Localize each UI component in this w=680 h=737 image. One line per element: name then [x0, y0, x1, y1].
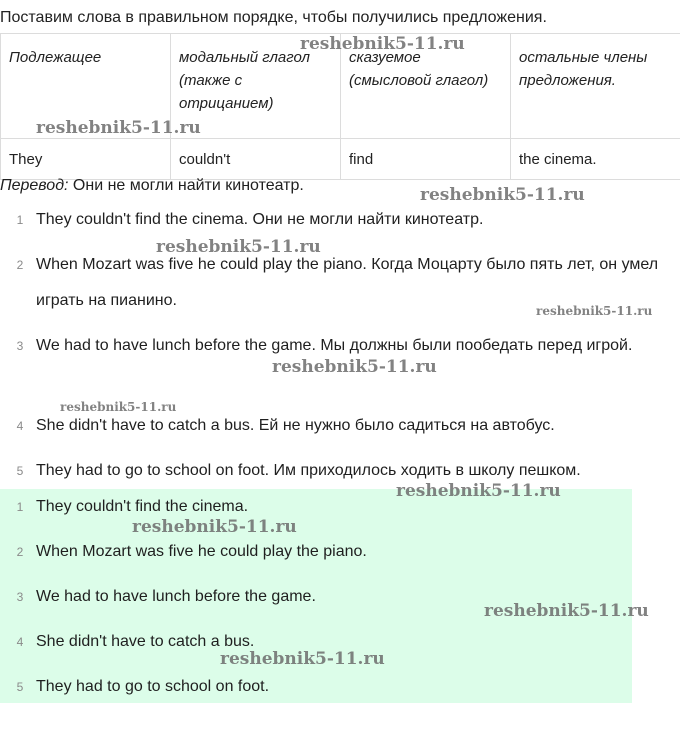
- watermark: reshebnik5-11.ru: [420, 185, 585, 205]
- item-number: 4: [16, 635, 24, 649]
- cell-other-members: the cinema.: [511, 139, 680, 180]
- translation-text: Они не могли найти кинотеатр.: [68, 177, 304, 194]
- item-text: When Mozart was five he could play the piano.: [36, 543, 367, 560]
- translation: [0, 176, 304, 196]
- item-number: 3: [16, 590, 24, 604]
- header-modal-verb: модальный глагол (также с отрицанием): [171, 34, 341, 139]
- watermark: reshebnik5-11.ru: [132, 517, 297, 537]
- header-subject: Подлежащее: [1, 34, 171, 139]
- item-text: When Mozart was five he could play the piano. Когда Моцарту было пять лет, он умел играть на пианино.: [36, 256, 659, 309]
- watermark: reshebnik5-11.ru: [484, 601, 649, 621]
- item-number: 5: [16, 680, 24, 694]
- watermark: reshebnik5-11.ru: [536, 304, 653, 318]
- table-header-row: [1, 34, 680, 139]
- cell-subject: They: [1, 139, 171, 180]
- item-number: 1: [16, 500, 24, 514]
- item-number: 3: [16, 339, 24, 353]
- watermark: reshebnik5-11.ru: [60, 400, 177, 414]
- item-text: She didn't have to catch a bus.: [36, 633, 255, 650]
- item-text: She didn't have to catch a bus. Ей не нужно было садиться на автобус.: [36, 417, 555, 434]
- item-text: They had to go to school on foot. Им приходилось ходить в школу пешком.: [36, 462, 581, 479]
- item-number: 2: [16, 545, 24, 559]
- watermark: reshebnik5-11.ru: [36, 118, 201, 138]
- header-predicate: сказуемое (смысловой глагол): [341, 34, 511, 139]
- item-text: They had to go to school on foot.: [36, 678, 270, 695]
- item-text: They couldn't find the cinema.: [36, 498, 249, 515]
- item-text: We had to have lunch before the game.: [36, 588, 316, 605]
- item-text: They couldn't find the cinema. Они не могли найти кинотеатр.: [36, 211, 484, 228]
- item-number: 2: [16, 258, 24, 272]
- watermark: reshebnik5-11.ru: [300, 34, 465, 54]
- intro-text: Поставим слова в правильном порядке, чтобы получились предложения.: [0, 9, 547, 26]
- translation-label: Перевод:: [0, 177, 69, 194]
- cell-predicate: find: [341, 139, 511, 180]
- item-number: 4: [16, 419, 24, 433]
- grammar-table: [0, 33, 680, 180]
- watermark: reshebnik5-11.ru: [220, 649, 385, 669]
- item-text: We had to have lunch before the game. Мы должны были пообедать перед игрой.: [36, 337, 633, 354]
- item-number: 1: [16, 213, 24, 227]
- header-other-members: остальные члены предложения.: [511, 34, 680, 139]
- watermark: reshebnik5-11.ru: [272, 357, 437, 377]
- table-row: [1, 139, 680, 180]
- watermark: reshebnik5-11.ru: [396, 481, 561, 501]
- item-number: 5: [16, 464, 24, 478]
- cell-modal-verb: couldn't: [171, 139, 341, 180]
- watermark: reshebnik5-11.ru: [156, 237, 321, 257]
